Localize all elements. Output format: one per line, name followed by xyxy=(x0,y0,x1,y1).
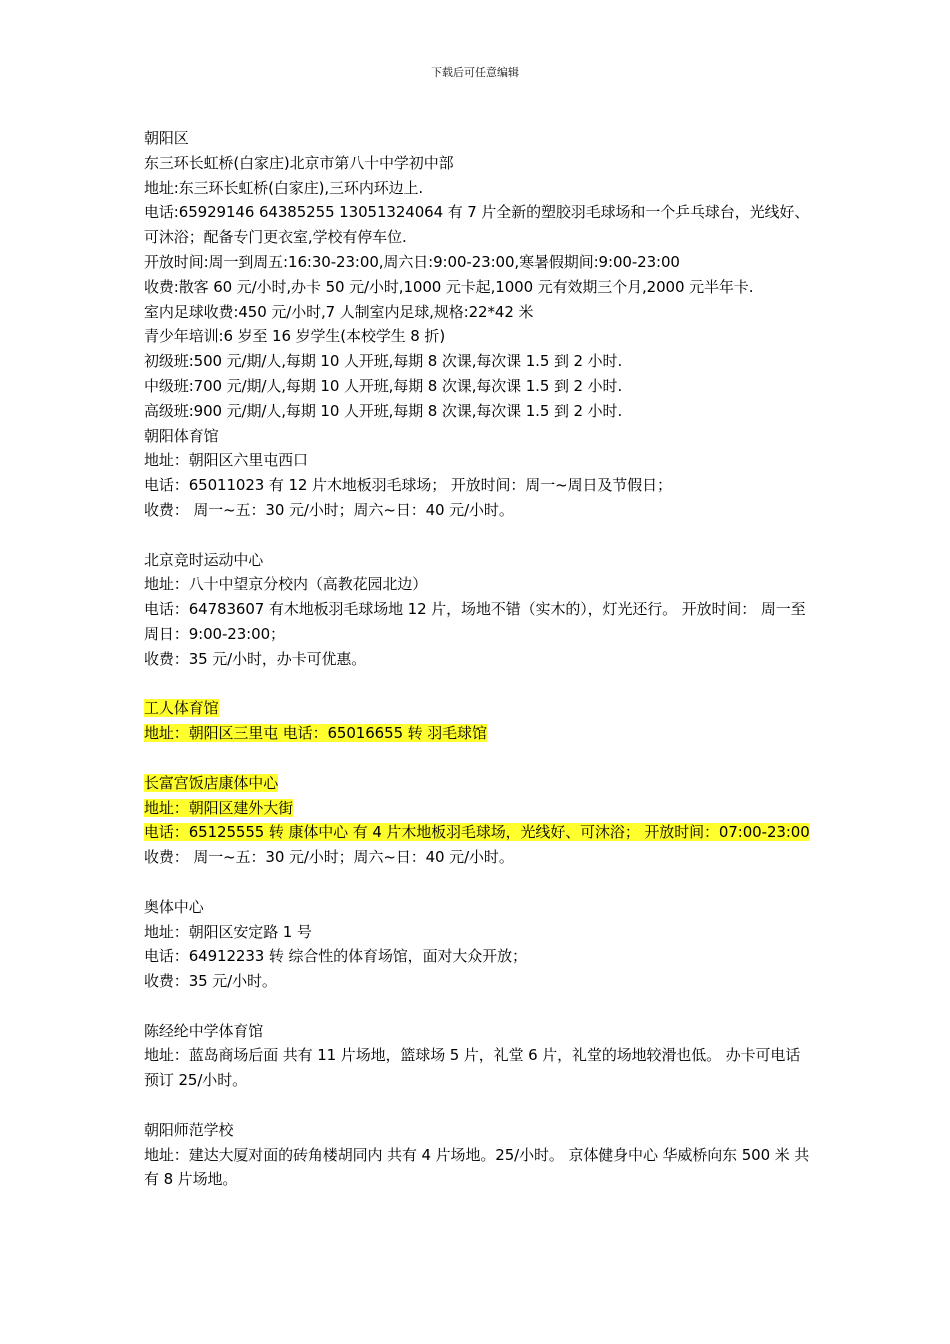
blank-line xyxy=(144,746,814,771)
document-body xyxy=(144,126,814,1192)
text-line xyxy=(144,300,814,325)
text-line xyxy=(144,473,814,498)
line-text: 长富宫饭店康体中心 xyxy=(144,773,279,792)
blank-line xyxy=(144,994,814,1019)
highlighted-text-line xyxy=(144,771,814,796)
text-line xyxy=(144,448,814,473)
line-text: 收费：35 元/小时，办卡可优惠。 xyxy=(144,649,367,668)
line-text: 地址：朝阳区三里屯 电话：65016655 转 羽毛球馆 xyxy=(144,724,487,743)
line-text: 开放时间:周一到周五:16:30-23:00,周六日:9:00-23:00,寒暑假期间:9:00-23:00 xyxy=(144,252,680,271)
text-line xyxy=(144,200,814,250)
text-line xyxy=(144,1043,814,1093)
line-text: 地址：朝阳区建外大街 xyxy=(144,798,294,817)
blank-line xyxy=(144,672,814,697)
text-line xyxy=(144,126,814,151)
line-text: 室内足球收费:450 元/小时,7 人制室内足球,规格:22*42 米 xyxy=(144,302,534,321)
text-line xyxy=(144,920,814,945)
text-line xyxy=(144,572,814,597)
line-text: 地址：建达大厦对面的砖角楼胡同内 共有 4 片场地。25/小时。 京体健身中心 华威桥向东 500 米 共有 8 片场地。 xyxy=(144,1145,810,1189)
text-line xyxy=(144,1143,814,1193)
highlighted-text-line xyxy=(144,796,814,821)
line-text: 朝阳师范学校 xyxy=(144,1120,234,1139)
text-line xyxy=(144,647,814,672)
text-line xyxy=(144,275,814,300)
text-line xyxy=(144,548,814,573)
line-text: 朝阳体育馆 xyxy=(144,426,219,445)
text-line xyxy=(144,1019,814,1044)
highlighted-text-line xyxy=(144,696,814,721)
text-line xyxy=(144,944,814,969)
text-line xyxy=(144,969,814,994)
line-text: 东三环长虹桥(白家庄)北京市第八十中学初中部 xyxy=(144,153,454,172)
line-text: 青少年培训:6 岁至 16 岁学生(本校学生 8 折) xyxy=(144,327,446,346)
line-text: 北京竞时运动中心 xyxy=(144,550,264,569)
text-line xyxy=(144,424,814,449)
text-line xyxy=(144,324,814,349)
line-text: 地址:东三环长虹桥(白家庄),三环内环边上. xyxy=(144,178,424,197)
line-text: 地址：八十中望京分校内（高教花园北边） xyxy=(144,575,428,594)
page-header-note: 下载后可任意编辑 xyxy=(431,66,519,79)
line-text: 初级班:500 元/期/人,每期 10 人开班,每期 8 次课,每次课 1.5 到 2 小时. xyxy=(144,352,623,371)
text-line xyxy=(144,498,814,523)
line-text: 中级班:700 元/期/人,每期 10 人开班,每期 8 次课,每次课 1.5 到 2 小时. xyxy=(144,376,623,395)
line-text: 收费： 周一~五：30 元/小时；周六~日：40 元/小时。 xyxy=(144,848,514,867)
line-text: 工人体育馆 xyxy=(144,699,219,718)
blank-line xyxy=(144,870,814,895)
line-text: 陈经纶中学体育馆 xyxy=(144,1021,264,1040)
line-text: 地址：朝阳区六里屯西口 xyxy=(144,451,308,470)
line-text: 地址：蓝岛商场后面 共有 11 片场地，篮球场 5 片，礼堂 6 片，礼堂的场地较滑也低。 办卡可电话预订 25/小时。 xyxy=(144,1046,801,1090)
line-text: 高级班:900 元/期/人,每期 10 人开班,每期 8 次课,每次课 1.5 到 2 小时. xyxy=(144,401,623,420)
line-text: 电话：64783607 有木地板羽毛球场地 12 片，场地不错（实木的），灯光还行。 开放时间： 周一至周日：9:00-23:00； xyxy=(144,600,806,643)
line-text: 朝阳区 xyxy=(144,129,189,147)
highlighted-text-line xyxy=(144,820,814,845)
text-line xyxy=(144,374,814,399)
line-text: 电话：65125555 转 康体中心 有 4 片木地板羽毛球场，光线好、可沐浴； 开放时间：07:00-23:00 xyxy=(144,823,810,842)
line-text: 地址：朝阳区安定路 1 号 xyxy=(144,922,312,941)
line-text: 奥体中心 xyxy=(144,897,204,916)
text-line xyxy=(144,1118,814,1143)
text-line xyxy=(144,176,814,201)
text-line xyxy=(144,349,814,374)
text-line xyxy=(144,895,814,920)
highlighted-text-line xyxy=(144,721,814,746)
line-text: 电话：65011023 有 12 片木地板羽毛球场； 开放时间：周一~周日及节假日； xyxy=(144,476,672,495)
text-line xyxy=(144,845,814,870)
blank-line xyxy=(144,1093,814,1118)
blank-line xyxy=(144,523,814,548)
text-line xyxy=(144,597,814,647)
text-line xyxy=(144,151,814,176)
line-text: 收费： 周一~五：30 元/小时；周六~日：40 元/小时。 xyxy=(144,500,514,519)
line-text: 电话:65929146 64385255 13051324064 有 7 片全新的塑胶羽毛球场和一个乒乓球台，光线好、可沐浴；配备专门更衣室,学校有停车位. xyxy=(144,203,810,247)
line-text: 收费：35 元/小时。 xyxy=(144,972,277,991)
text-line xyxy=(144,250,814,275)
line-text: 收费:散客 60 元/小时,办卡 50 元/小时,1000 元卡起,1000 元有效期三个月,2000 元半年卡. xyxy=(144,277,754,296)
text-line xyxy=(144,399,814,424)
line-text: 电话：64912233 转 综合性的体育场馆，面对大众开放； xyxy=(144,947,527,966)
